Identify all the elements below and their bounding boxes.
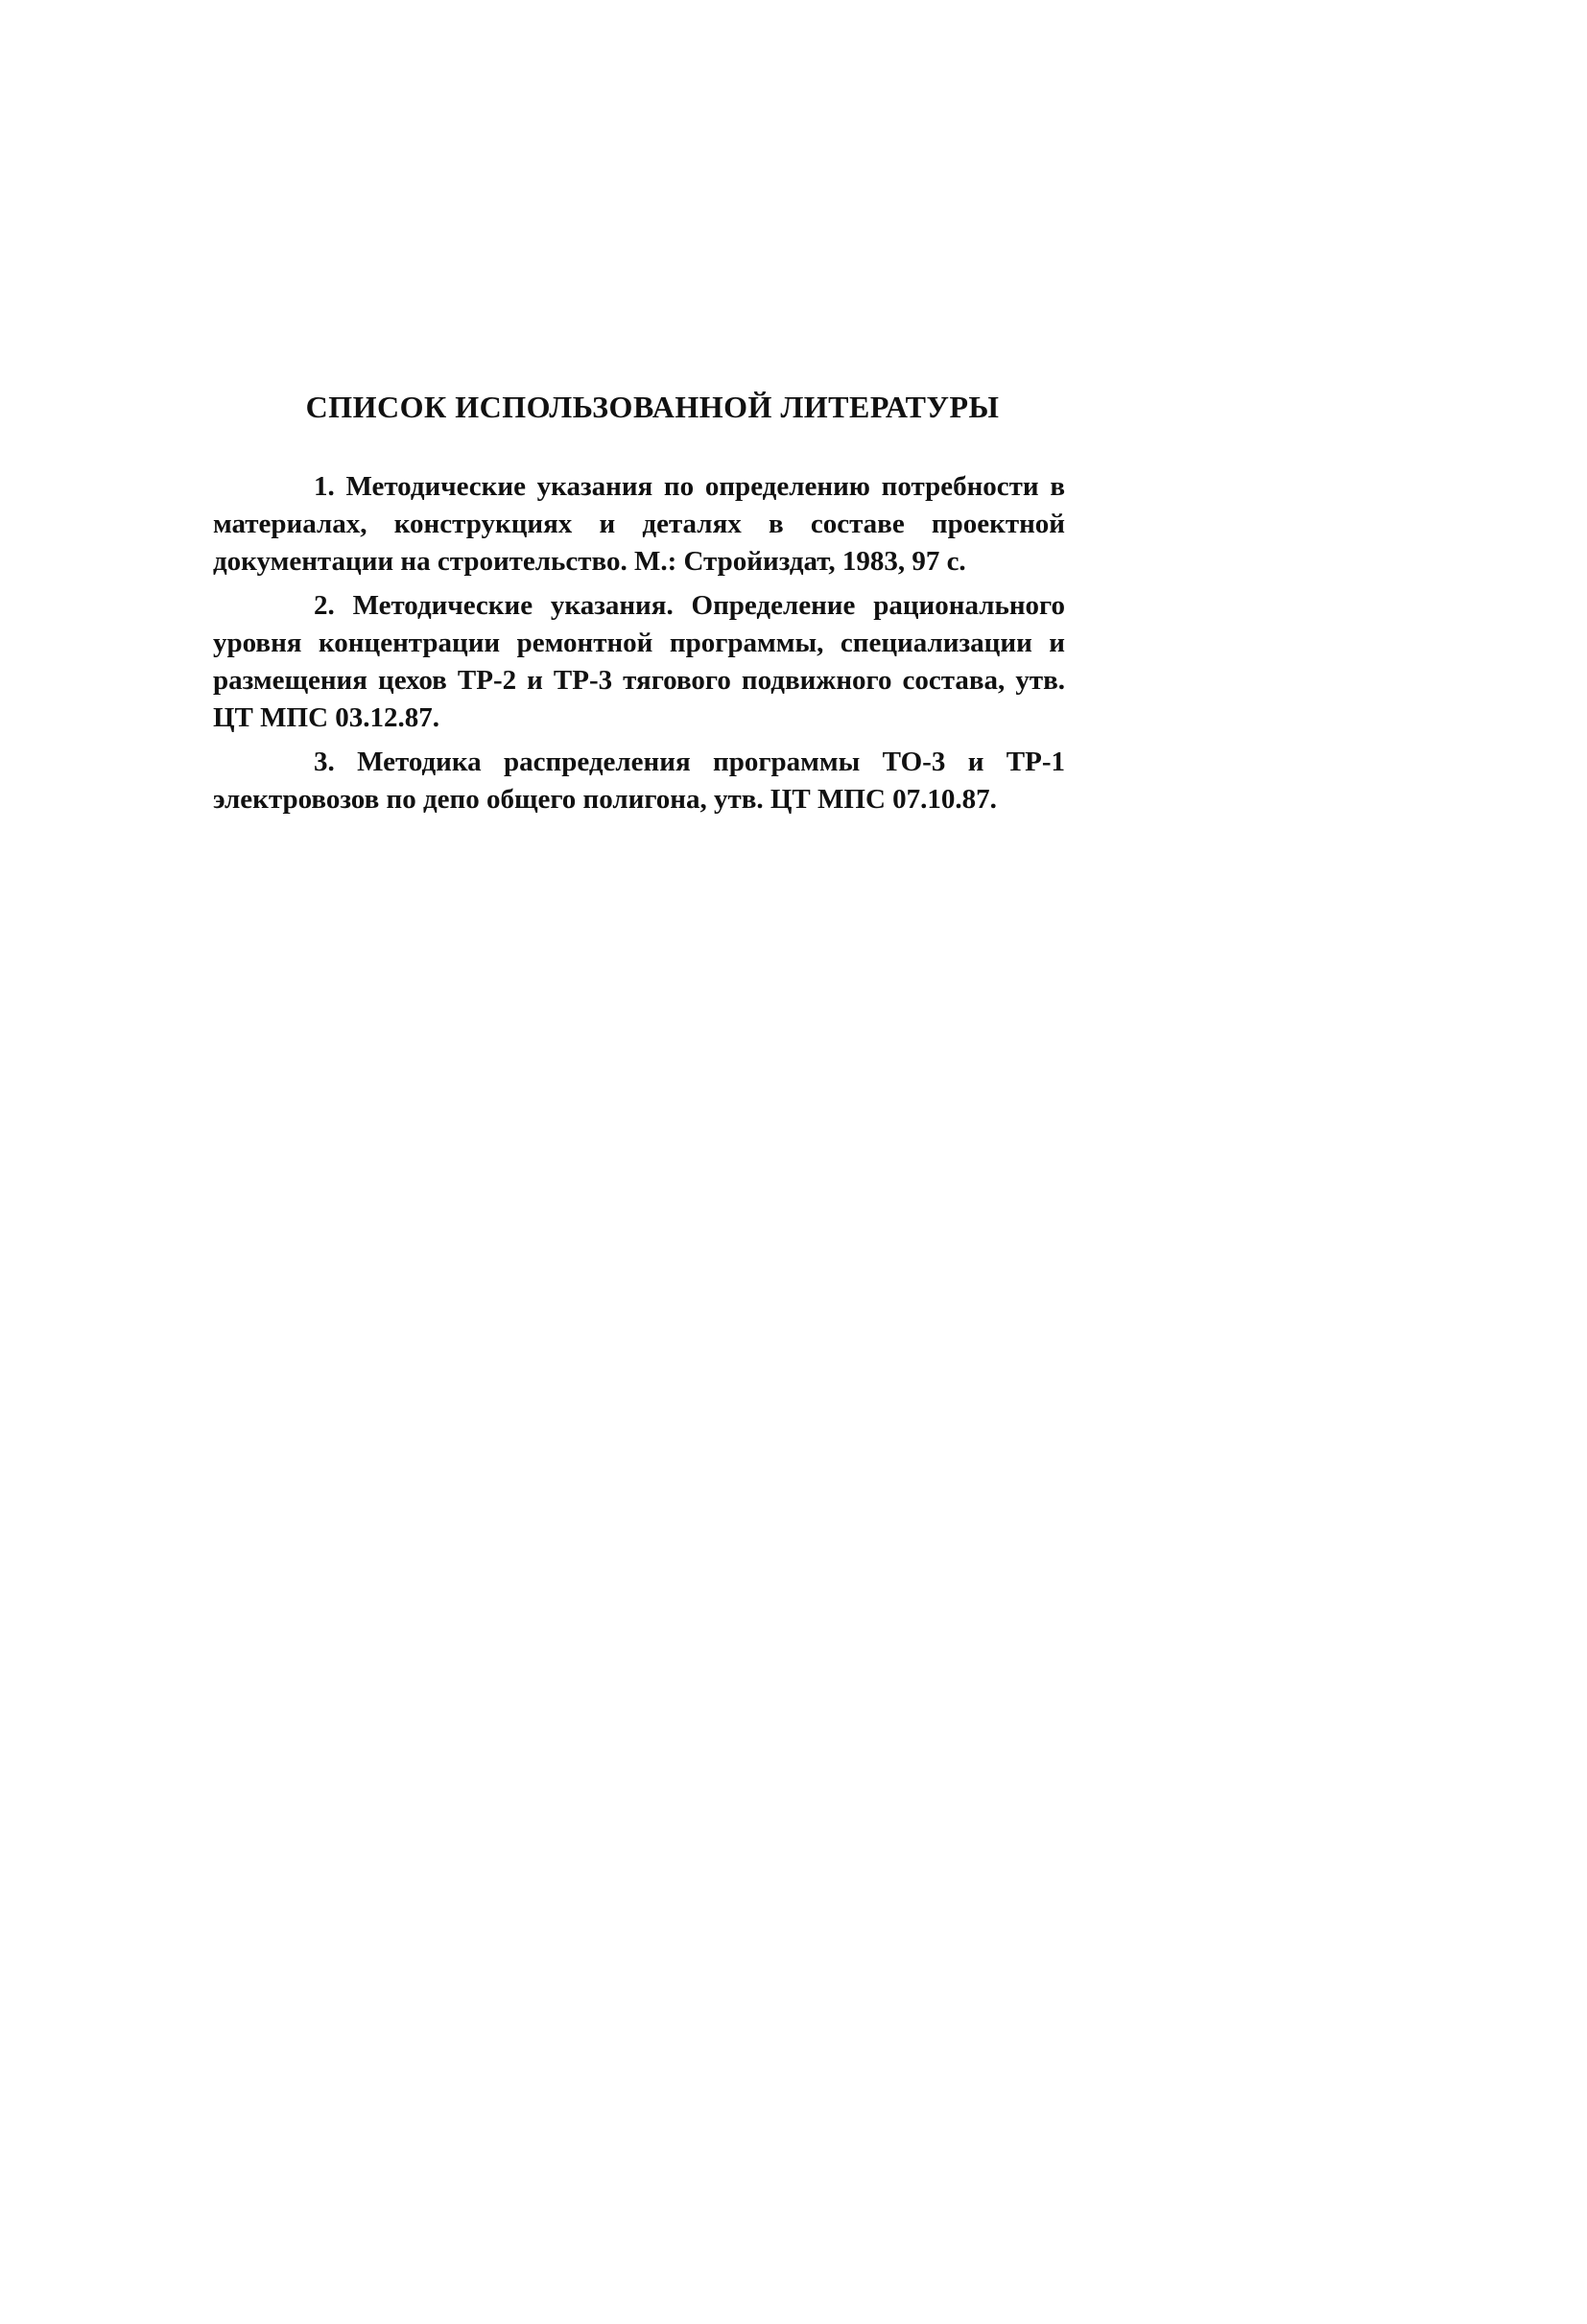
bibliography-heading: СПИСОК ИСПОЛЬЗОВАННОЙ ЛИТЕРАТУРЫ: [305, 390, 1000, 424]
reference-list: [213, 468, 1065, 825]
reference-item-2: 2. Методические указания. Определение рационального уровня концентрации ремонтной программы, специализации и размещения цехов ТР-2 и ТР-3 тягового подвижного состава, утв. ЦТ МПС 03.12.87.: [213, 590, 1065, 733]
reference-item-1: 1. Методические указания по определению потребности в материалах, конструкциях и деталях в составе проектной документации на строительство. М.: Стройиздат, 1983, 97 с.: [213, 471, 1065, 577]
reference-item-3: 3. Методика распределения программы ТО-3 и ТР-1 электровозов по депо общего полигона, утв. ЦТ МПС 07.10.87.: [213, 747, 1065, 815]
